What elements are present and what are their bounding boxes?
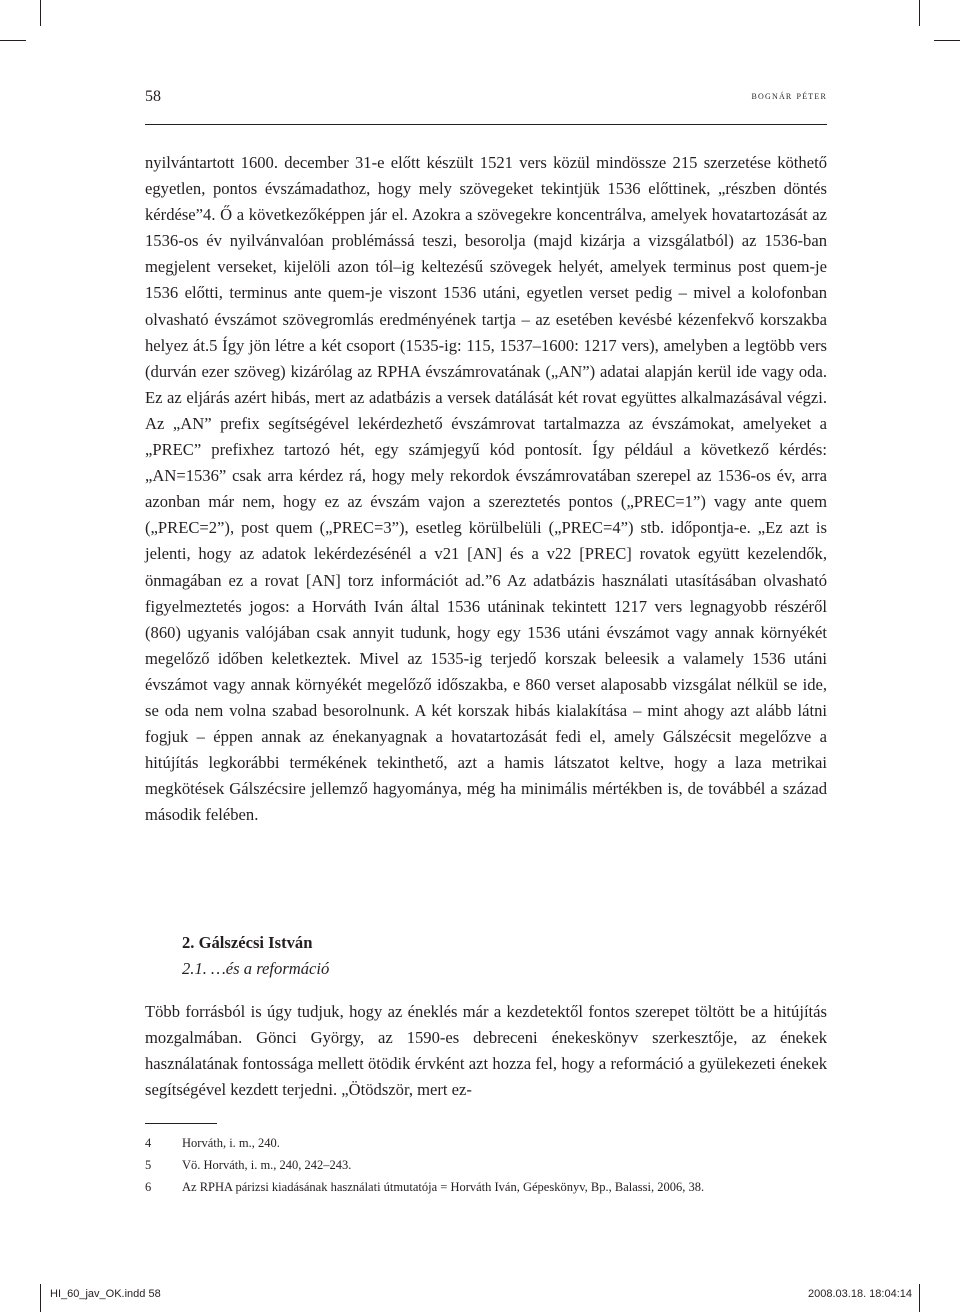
crop-mark-top-left-h <box>0 40 26 41</box>
section-heading: 2. Gálszécsi István <box>182 933 313 952</box>
crop-mark-top-left-v <box>40 0 41 26</box>
running-header <box>145 88 827 112</box>
footnote-text: Az RPHA párizsi kiadásának használati útmutatója = Horváth Iván, Gépeskönyv, Bp., Balassi, 2006, 38. <box>182 1180 705 1194</box>
body-text <box>145 150 827 828</box>
footnote-text: Vö. Horváth, i. m., 240, 242–243. <box>182 1158 352 1172</box>
crop-mark-bottom-right-v <box>919 1284 920 1312</box>
running-head-author: bognár péter <box>751 90 827 102</box>
body-text-2 <box>145 982 827 1120</box>
header-rule <box>145 124 827 125</box>
body-paragraph: nyilvántartott 1600. december 31-e előtt készült 1521 vers közül mindössze 215 szerzetése köthető egyetlen, pontos évszámadathoz, hogy mely szövegeket tekintjük 1536 előttinek, „részben döntés kérdése”4. Ő a következőképpen jár el. Azokra a szövegekre koncentrálva, amelyek hovatartozását az 1536-os év nyilvánvalóan problémássá teszi, besorolja (majd kizárja a vizsgálatból) az 1536-ban megjelent verseket, kijelöli azon tól–ig keltezésű szövegek helyét, amelyek terminus post quem-je 1536 előtti, terminus ante quem-je viszont 1536 utáni, egyetlen verset pedig – mivel a kolofonban olvasható évszámot szövegromlás eredményének tartja – az esetében kevésbé kézenfekvő korszakba helyez át.5 Így jön létre a két csoport (1535-ig: 115, 1537–1600: 1217 vers), amelyben a legtöbb vers (durván ezer szöveg) kizárólag az RPHA évszámrovatának („AN”) adatai alapján kerül ide vagy oda. Ez az eljárás azért hibás, mert az adatbázis a versek datálását két rovat együttes alkalmazásával végzi. Az „AN” prefix segítségével lekérdezhető évszámrovat tartalmazza az évszámokat, amelyeket a „PREC” prefixhez tartozó hét, egy számjegyű kód pontosít. Így például a következő kérdés: „AN=1536” csak arra kérdez rá, hogy mely rekordok évszámrovatában szerepel az 1536-os év, arra azonban már nem, hogy ez az évszám vajon a szereztetés pontos („PREC=1”) vagy ante quem („PREC=2”), post quem („PREC=3”), esetleg körülbelüli („PREC=4”) stb. időpontja-e. „Ez azt is jelenti, hogy az adatok lekérdezésénél a v21 [AN] és a v22 [PREC] rovatok együtt kezelendők, önmagában ez a rovat [AN] torz információt ad.”6 Az adatbázis használati utasításában olvasható figyelmeztetés jogos: a Horváth Iván által 1536 utáninak tekintett 1217 vers legnagyobb részéről (860) ugyanis valójában csak annyit tudunk, hogy egy 1536 utáni évszámot vagy annak környékét megelőző időben keletkeztek. Mivel az 1535-ig terjedő korszak beleesik a valamely 1536 utáni évszámot vagy annak környékét megelőző időszakba, e 860 verset alaposabb vizsgálat nélkül se ide, se oda nem volna szabad besorolnunk. A két korszak hibás kialakítása – mint ahogy azt alább látni fogjuk – éppen annak az énekanyagnak a hovatartozását fedi el, amely Gálszécsit megelőzve a hitújítás legkorábbi termékének tekinthető, azt a hamis látszatot keltve, hogy a laza metrikai megkötések Gálszécsire jellemző hagyománya, még ha minimális mértékben is, de továbbél a század második felében. <box>145 153 827 825</box>
footnote <box>145 1154 827 1176</box>
footnote <box>145 1176 827 1198</box>
footnote <box>145 1132 827 1154</box>
footnote-number: 5 <box>145 1158 152 1172</box>
slug-file: HI_60_jav_OK.indd 58 <box>50 1288 161 1300</box>
footnote-rule <box>145 1123 217 1124</box>
footnote-number: 6 <box>145 1180 152 1194</box>
footnotes <box>145 1132 827 1198</box>
slug-date: 2008.03.18. 18:04:14 <box>808 1288 912 1300</box>
footnote-text: Horváth, i. m., 240. <box>182 1136 280 1150</box>
crop-mark-bottom-left-v <box>40 1284 41 1312</box>
crop-mark-top-right-h <box>934 40 960 41</box>
page-number: 58 <box>145 88 161 105</box>
body-paragraph-2: Több forrásból is úgy tudjuk, hogy az éneklés már a kezdetektől fontos szerepet töltött be a hitújítás mozgalmában. Gönci György, az 1590-es debreceni énekeskönyv szerkesztője, az énekek használatának fontossága mellett ötödik érvként azt hozza fel, hogy a reformáció a gyülekezeti énekek segítségével kezdett terjedni. „Ötödször, mert ez- <box>145 1001 827 1099</box>
footnote-number: 4 <box>145 1136 152 1150</box>
crop-mark-top-right-v <box>919 0 920 26</box>
subsection-heading: 2.1. …és a reformáció <box>182 959 330 978</box>
